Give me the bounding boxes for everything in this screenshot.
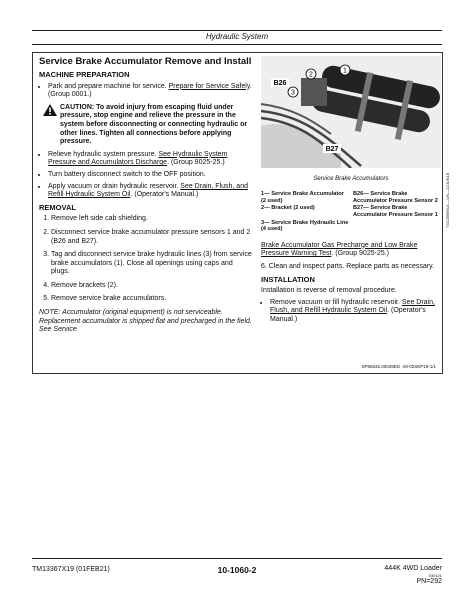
removal-heading: REMOVAL	[39, 202, 76, 212]
install-drain-link[interactable]: See Drain, Flush, and Refill Hydraulic System Oil	[270, 298, 435, 315]
procedure-box	[32, 52, 450, 374]
callout-3: 3	[291, 89, 295, 97]
install-list	[261, 299, 441, 325]
callout-b27: B27	[325, 146, 339, 153]
footer-model: 444K 4WD Loader 030121 PN=292	[384, 565, 442, 585]
page-title: Service Brake Accumulator Remove and Install	[39, 56, 252, 67]
removal-step: 2. Disconnect service brake accumulator pressure sensors 1 and 2 (B26 and B27).	[51, 229, 253, 246]
legend-item: 2— Bracket (2 used)	[261, 205, 315, 212]
drain-flush-link[interactable]: See Drain, Flush, and Refill Hydraulic System Oil	[48, 182, 248, 199]
header-rule-bottom	[32, 44, 442, 45]
note-text: NOTE: Accumulator (original equipment) is not serviceable. Replacement accumulator is shipped flat and precharged in the field. See Service	[39, 309, 252, 334]
callout-b26: B26	[273, 80, 287, 87]
removal-step: 3. Tag and disconnect service brake hydraulic lines (3) from service brake accumulators (1). Close all openings using caps and plugs.	[51, 251, 253, 277]
precharge-test-link[interactable]: Brake Accumulator Gas Precharge and Low Brake Pressure Warning Test	[261, 241, 418, 258]
warning-icon	[43, 104, 57, 116]
prep-item: • Turn battery disconnect switch to the OFF position.	[48, 171, 253, 180]
caution-text: CAUTION: To avoid injury from escaping fluid under pressure, stop engine and relieve the pressure in the system before disconnecting or connecting hydraulic or other lines. Tighten all connections before applying pressure.	[60, 103, 248, 146]
install-heading: INSTALLATION	[261, 274, 315, 284]
install-text: Installation is reverse of removal procedure.	[261, 287, 397, 295]
step-6: 6. Clean and inspect parts. Replace parts as necessary.	[261, 262, 435, 270]
prep-item: • Park and prepare machine for service. Prepare for Service Safely. (Group 0001.)	[48, 83, 253, 100]
prep-list-2	[39, 151, 253, 200]
legend-item: B27— Service Brake Accumulator Pressure Sensor 1	[353, 205, 438, 218]
footer-rule	[32, 558, 442, 559]
legend-item	[353, 220, 441, 233]
service-link-text: Brake Accumulator Gas Precharge and Low Brake Pressure Warning Test. (Group 9025-25.)	[261, 241, 418, 258]
install-item: • Remove vacuum or fill hydraulic reservoir. See Drain, Flush, and Refill Hydraulic System Oil. (Operator's Manual.)	[270, 299, 441, 325]
removal-step: 4. Remove brackets (2).	[51, 282, 253, 291]
removal-step: 1. Remove left side cab shielding.	[51, 215, 253, 224]
figure-code: TX1256961A —UN—12JUN18	[445, 173, 450, 228]
legend-item: 1— Service Brake Accumulator (2 used)	[261, 191, 344, 204]
header-rule-top	[32, 30, 442, 31]
prep-item: • Apply vacuum or drain hydraulic reservoir. See Drain, Flush, and Refill Hydraulic System Oil. (Operator's Manual.)	[48, 183, 253, 200]
figure-legend	[261, 191, 441, 234]
prep-heading: MACHINE PREPARATION	[39, 70, 130, 79]
section-header: Hydraulic System	[205, 32, 269, 41]
pressure-discharge-link[interactable]: See Hydraulic System Pressure and Accumulators Discharge	[48, 150, 228, 167]
callout-2: 2	[309, 71, 313, 79]
legend-item: 3— Service Brake Hydraulic Line (4 used)	[261, 219, 349, 233]
caution-block	[43, 104, 253, 147]
figure-caption: Service Brake Accumulators	[313, 175, 389, 182]
legend-item: B26— Service Brake Accumulator Pressure Sensor 2	[353, 191, 438, 204]
left-column	[39, 56, 253, 335]
prepare-safely-link[interactable]: Prepare for Service Safely	[168, 82, 250, 90]
removal-step: 5. Remove service brake accumulators.	[51, 295, 253, 304]
accumulator-figure	[261, 56, 441, 168]
prep-item: • Relieve hydraulic system pressure. See Hydraulic System Pressure and Accumulators Discharge. (Group 9025-25.)	[48, 151, 253, 168]
reference-tag: SP66632,00049ED -19-02SEP19-1/1	[361, 364, 436, 369]
callout-1: 1	[343, 67, 347, 75]
prep-list	[39, 83, 253, 100]
footer-manual-id: TM13367X19 (01FEB21)	[32, 566, 110, 573]
removal-steps	[39, 215, 253, 304]
right-column	[261, 56, 441, 328]
footer-page-number: 10-1060-2	[217, 565, 257, 575]
